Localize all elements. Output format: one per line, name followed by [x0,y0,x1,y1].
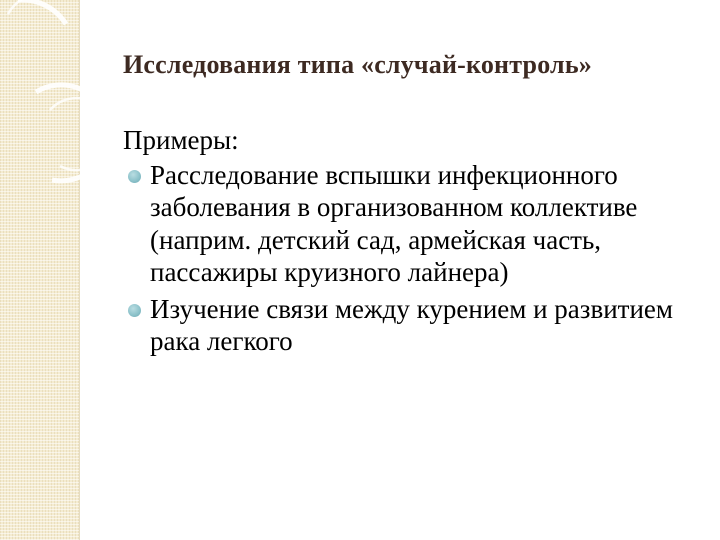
slide-title: Исследования типа «случай-контроль» [123,50,592,79]
list-item [123,159,693,289]
list-item [123,293,693,358]
examples-list [123,159,693,358]
bullet-circle-icon [128,304,141,317]
bullet-circle-icon [128,170,141,183]
list-item-text: Расследование вспышки инфекционного заболевания в организованном коллективе (наприм. детский сад, армейская часть, пассажиры круизного лайнера) [150,159,638,287]
list-item-text: Изучение связи между курением и развитием рака легкого [150,293,673,356]
slide-content [123,124,693,362]
decorative-rings-icon [0,0,120,220]
examples-lead: Примеры: [123,125,239,155]
